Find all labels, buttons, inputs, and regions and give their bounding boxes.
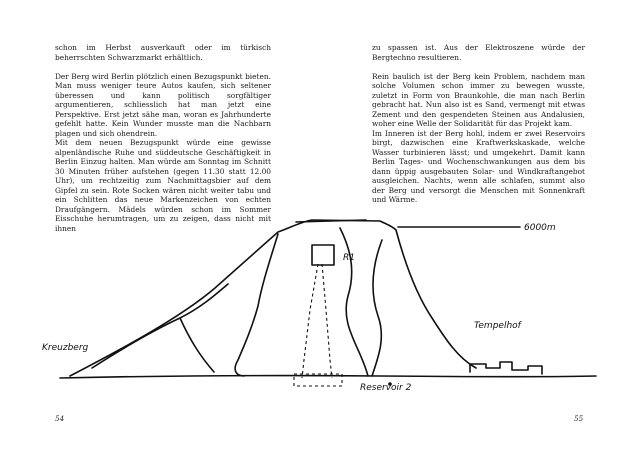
- paragraph: zu spassen ist. Aus der Elektroszene würde der Bergtechno resultieren.: [372, 43, 585, 62]
- river-right: [372, 240, 382, 376]
- river-left: [235, 234, 278, 376]
- summit-plateau: [296, 220, 366, 222]
- river-mid: [340, 228, 368, 376]
- paragraph: schon im Herbst ausverkauft oder im türkisch beherrschten Schwarzmarkt erhältlich.: [55, 43, 271, 62]
- paragraph: Der Berg wird Berlin plötzlich einen Bezugspunkt bieten. Man muss weniger teure Autos kaufen, sich seltener überessen und kann politisch sorgfältiger argumentieren, schliesslich hat man jetzt eine Perspektive. Erst jetzt sähe man, woran es Jahrhunderte gefehlt hatte. Kein Wunder musste man die Nachbarn plagen und sich ohendrein.: [55, 71, 271, 138]
- ground-line: [60, 376, 596, 378]
- paragraph: Rein baulich ist der Berg kein Problem, nachdem man solche Volumen schon immer zu bewegen wusste, zuletzt in Form von Braunkohle, die man nach Berlin gebracht hat. Nun also ist es Sand, vermengt mit etwas Zement und den gespendeten Steinen aus Andalusien, woher eine Welle der Solidarität für das Projekt kam.: [372, 71, 585, 128]
- reservoir-2-label: Reservoir 2: [360, 383, 412, 393]
- page-number-left: 54: [55, 414, 65, 423]
- reservoir-1: [312, 245, 334, 265]
- left-slope: [92, 284, 228, 372]
- page-number-right: 55: [574, 414, 584, 423]
- mountain-outline: [70, 220, 476, 376]
- right-page-text: [372, 43, 585, 205]
- tempelhof-buildings: [470, 362, 542, 374]
- mountain-sketch: [0, 200, 638, 400]
- kreuzberg-label: Kreuzberg: [42, 343, 89, 353]
- shaft: [302, 264, 332, 378]
- height-label: 6000m: [524, 223, 556, 233]
- paragraph: Im Inneren ist der Berg hohl, indem er zwei Reservoirs birgt, dazwischen eine Kraftwerkskaskade, welche Wasser turbinieren lässt; und umgekehrt. Damit kann Berlin Tages- und Wochenschwankungen aus dem bis dann üppig ausgebauten Solar- und Windkraftangebot ausgleichen. Nachts, wenn alle schlafen, summt also der Berg und versorgt die Menschen mit Sonnenkraft und Wärme.: [372, 128, 585, 204]
- tempelhof-label: Tempelhof: [474, 321, 521, 331]
- paragraph: Mit dem neuen Bezugspunkt würde eine gewisse alpenländische Ruhe und süddeutsche Geschäftigkeit in Berlin Einzug halten. Man würde am Sonntag im Schnitt 30 Minuten früher aufstehen (gegen 11.30 statt 12.00 Uhr), um rechtzeitig zum Nachmittagsbier auf dem Gipfel zu sein. Rote Socken wären nicht weiter tabu und ein Schlitten das neue Markenzeichen von echten Draufgängern. Mädels würden schon im Sommer Eisschuhe herumtragen, um zu zeigen, dass nicht mit ihnen: [55, 138, 271, 233]
- r1-label: R1: [343, 253, 355, 263]
